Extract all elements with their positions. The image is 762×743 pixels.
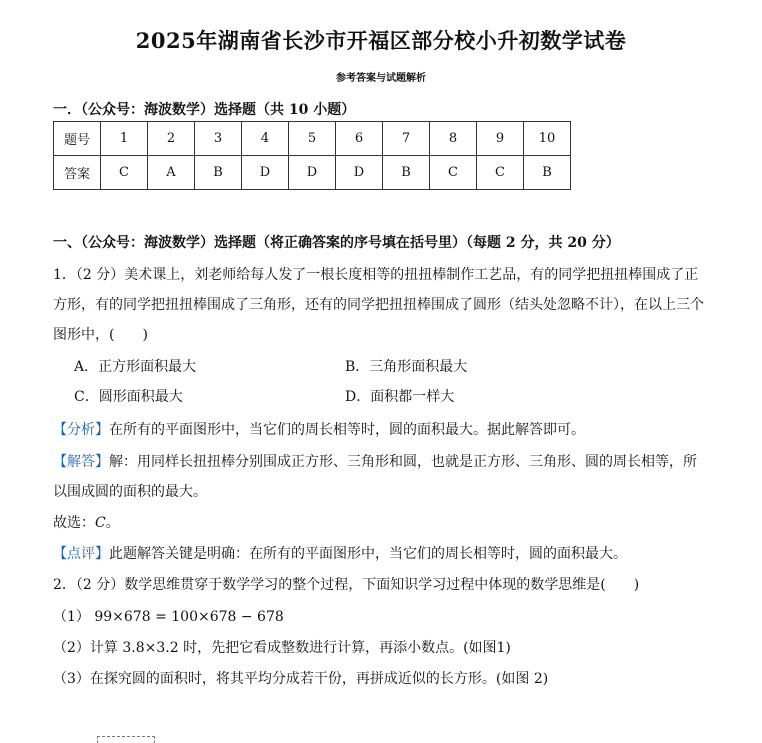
question-number-cell: 10 xyxy=(524,122,571,156)
question-number-cell: 2 xyxy=(148,122,195,156)
answer-cell: B xyxy=(195,156,242,190)
answer-cell: D xyxy=(336,156,383,190)
table-row xyxy=(54,122,571,156)
answer-section-heading: 一．（公众号：海波数学）选择题（共 10 小题） xyxy=(53,102,356,118)
answer-cell: B xyxy=(524,156,571,190)
analysis-text: 在所有的平面图形中，当它们的周长相等时，圆的面积最大。据此解答即可。 xyxy=(109,422,585,438)
question-number-cell: 5 xyxy=(289,122,336,156)
answer-cell: C xyxy=(101,156,148,190)
answer-table xyxy=(53,121,571,190)
question-number-cell: 6 xyxy=(336,122,383,156)
table-row xyxy=(54,156,571,190)
analysis-tag: 【分析】 xyxy=(53,422,109,438)
q1-stem-line: 1．（2 分）美术课上，刘老师给每人发了一根长度相等的扭扭棒制作工艺品，有的同学把扭扭棒围成了正 xyxy=(53,267,699,283)
table-header-cell: 题号 xyxy=(54,122,101,156)
document-subtitle: 参考答案与试题解析 xyxy=(336,73,426,84)
answer-cell: B xyxy=(383,156,430,190)
q1-option-a: A．正方形面积最大 xyxy=(74,359,197,375)
question-number-cell: 3 xyxy=(195,122,242,156)
q2-item-2: （2）计算 3.8×3.2 时，先把它看成整数进行计算，再添小数点。(如图1) xyxy=(53,640,511,656)
answer-cell: D xyxy=(289,156,336,190)
solution-text: 解：用同样长扭扭棒分别围成正方形、三角形和圆，也就是正方形、三角形、圆的周长相等，所 xyxy=(109,454,697,470)
choice-value: C xyxy=(95,515,106,531)
answer-cell: A xyxy=(148,156,195,190)
choice-suffix: 。 xyxy=(105,515,120,531)
q1-choice xyxy=(53,512,120,532)
question-number-cell: 1 xyxy=(101,122,148,156)
q1-stem-line: 方形，有的同学把扭扭棒围成了三角形，还有的同学把扭扭棒围成了圆形（结头处忽略不计），在以上三个 xyxy=(53,297,704,313)
choice-prefix: 故选： xyxy=(53,515,95,531)
comment-text: 此题解答关键是明确：在所有的平面图形中，当它们的周长相等时，圆的面积最大。 xyxy=(109,546,627,562)
q1-stem-line: 图形中，( ) xyxy=(53,327,148,343)
q1-solution-continued: 以围成圆的面积的最大。 xyxy=(53,484,207,500)
question-number-cell: 9 xyxy=(477,122,524,156)
answer-cell: C xyxy=(430,156,477,190)
q1-comment xyxy=(53,543,627,563)
question-number-cell: 4 xyxy=(242,122,289,156)
q2-stem-line: 2．（2 分）数学思维贯穿于数学学习的整个过程，下面知识学习过程中体现的数学思维是( ) xyxy=(53,577,640,593)
answer-cell: C xyxy=(477,156,524,190)
q2-item-3: （3）在探究圆的面积时，将其平均分成若干份，再拼成近似的长方形。(如图 2) xyxy=(53,671,549,687)
q1-option-d: D．面积都一样大 xyxy=(345,389,455,405)
table-header-cell: 答案 xyxy=(54,156,101,190)
document-title: 2025年湖南省长沙市开福区部分校小升初数学试卷 xyxy=(135,28,627,53)
question-number-cell: 7 xyxy=(383,122,430,156)
solution-tag: 【解答】 xyxy=(53,454,109,470)
q1-option-c: C．圆形面积最大 xyxy=(74,389,183,405)
question-number-cell: 8 xyxy=(430,122,477,156)
detail-section-heading: 一、（公众号：海波数学）选择题（将正确答案的序号填在括号里）（每题 2 分，共 20 分） xyxy=(53,235,620,251)
q1-solution xyxy=(53,451,697,471)
comment-tag: 【点评】 xyxy=(53,546,109,562)
q2-item-1: （1） 99×678 = 100×678 − 678 xyxy=(53,609,284,625)
q1-analysis xyxy=(53,419,585,439)
answer-cell: D xyxy=(242,156,289,190)
q1-option-b: B．三角形面积最大 xyxy=(345,359,468,375)
